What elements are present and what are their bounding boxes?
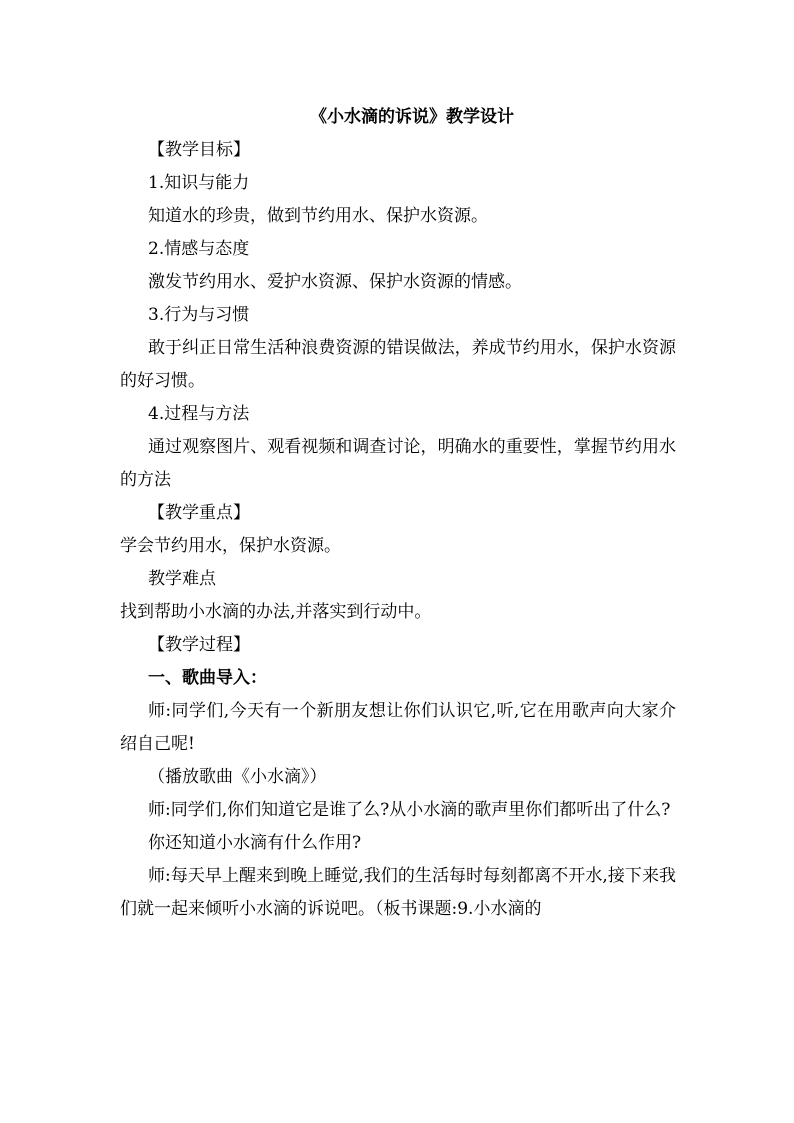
subheading-emotion-attitude: 2.情感与态度 [148, 239, 250, 259]
paragraph: 你还知道小水滴有什么作用? [148, 833, 362, 853]
document-body [120, 101, 676, 926]
subheading-knowledge-ability: 1.知识与能力 [148, 173, 250, 193]
heading-teaching-goals: 【教学目标】 [148, 140, 250, 160]
paragraph: 知道水的珍贵，做到节约用水、保护水资源。 [148, 206, 488, 226]
subheading-process-method: 4.过程与方法 [148, 404, 250, 424]
document-title: 《小水滴的诉说》教学设计 [310, 107, 514, 127]
paragraph: 找到帮助小水滴的办法,并落实到行动中。 [120, 602, 432, 622]
subheading-behavior-habit: 3.行为与习惯 [148, 305, 250, 325]
paragraph: 师:每天早上醒来到晚上睡觉,我们的生活每时每刻都离不开水,接下来我们就一起来倾听小水滴的诉说吧。（板书课题:9.小水滴的 [120, 866, 676, 919]
paragraph: 学会节约用水，保护水资源。 [120, 536, 341, 556]
heading-teaching-focus: 【教学重点】 [148, 503, 250, 523]
heading-teaching-process: 【教学过程】 [148, 635, 250, 655]
paragraph: （播放歌曲《小水滴》） [148, 767, 327, 787]
section-song-intro: 一、歌曲导入： [148, 668, 267, 688]
heading-teaching-difficulty: 教学难点 [148, 569, 216, 589]
paragraph: 激发节约用水、爱护水资源、保护水资源的情感。 [148, 272, 522, 292]
paragraph: 师:同学们,你们知道它是谁了么?从小水滴的歌声里你们都听出了什么? [148, 800, 671, 820]
paragraph: 通过观察图片、观看视频和调查讨论，明确水的重要性，掌握节约用水的方法 [120, 437, 676, 490]
paragraph: 敢于纠正日常生活种浪费资源的错误做法，养成节约用水，保护水资源的好习惯。 [120, 338, 676, 391]
paragraph: 师:同学们,今天有一个新朋友想让你们认识它,听,它在用歌声向大家介绍自己呢! [120, 701, 676, 754]
